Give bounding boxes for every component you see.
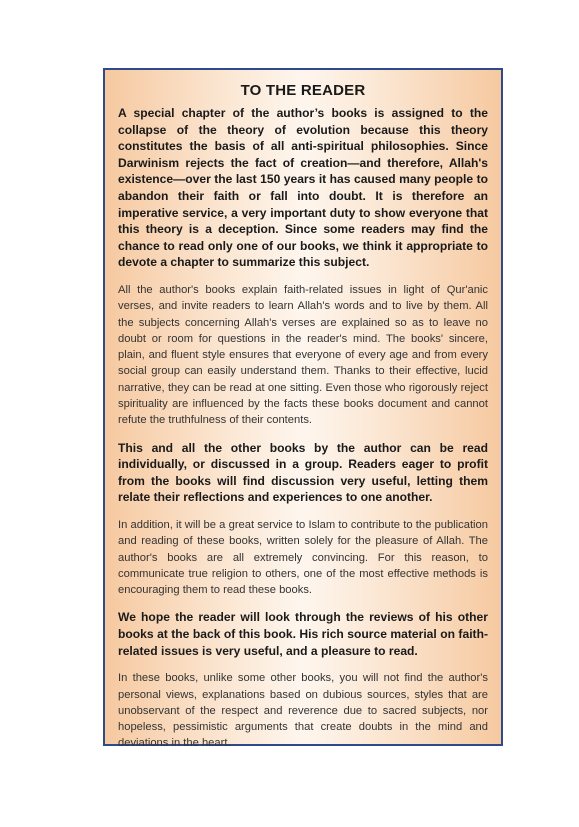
- paragraph-group-reading: This and all the other books by the author can be read individually, or discussed in a group. Readers eager to profit from the books will find discussion very useful, letting them relate their reflections and experiences to one another.: [118, 440, 488, 505]
- paragraph-reviews: We hope the reader will look through the reviews of his other books at the back of this book. His rich source material on faith-related issues is very useful, and a pleasure to read.: [118, 610, 488, 658]
- paragraph-evolution-chapter: A special chapter of the author’s books is assigned to the collapse of the theory of evolution because this theory constitutes the basis of all anti-spiritual philosophies. Since Darwinism rejects the fact of creation—and therefore, Allah's existence—over the last 150 years it has caused many people to abandon their faith or fall into doubt. It is therefore an imperative service, a very important duty to show everyone that this theory is a deception. Since some readers may find the chance to read only one of our books, we think it appropriate to devote a chapter to summarize this subject.: [118, 106, 488, 270]
- page-title: TO THE READER: [240, 82, 366, 99]
- reader-note-panel: [103, 68, 503, 750]
- paragraph-no-personal-views: In these books, unlike some other books, you will not find the author's personal views, explanations based on dubious sources, styles that are unobservant of the respect and reverence due to sacred subjects, nor hopeless, pessimistic arguments that create doubts in the mind and deviations in the heart.: [118, 672, 488, 750]
- paragraph-service-to-islam: In addition, it will be a great service to Islam to contribute to the publication and reading of these books, written solely for the pleasure of Allah. The author's books are all extremely convincing. For this reason, to communicate true religion to others, one of the most effective methods is encouraging them to read these books.: [118, 518, 488, 597]
- paragraph-books-explain-faith: All the author's books explain faith-related issues in light of Qur'anic verses, and invite readers to learn Allah's words and to live by them. All the subjects concerning Allah's verses are explained so as to leave no doubt or room for questions in the reader's mind. The books' sincere, plain, and fluent style ensures that everyone of every age and from every social group can easily understand them. Thanks to their effective, lucid narrative, they can be read at one sitting. Even those who rigorously reject spirituality are influenced by the facts these books document and cannot refute the truthfulness of their contents.: [118, 283, 488, 427]
